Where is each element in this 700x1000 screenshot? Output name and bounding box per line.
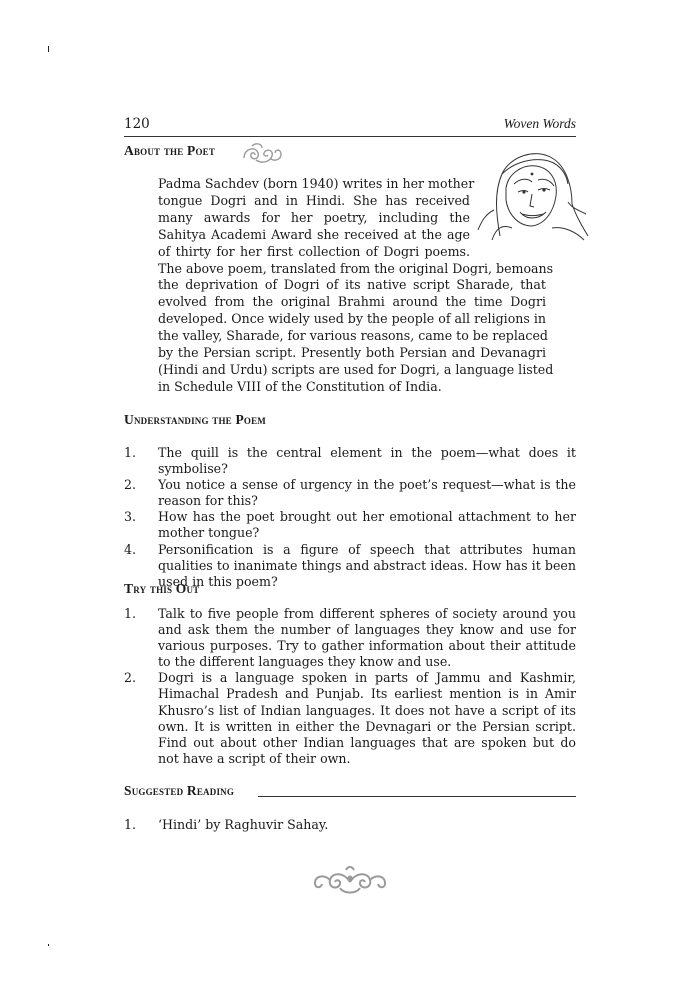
list-item — [124, 670, 576, 767]
bio-line: by the Persian script. Presently both Persian and Devanagri — [158, 345, 546, 361]
list-item — [124, 509, 576, 541]
bio-line: Sahitya Academi Award she received at the age — [158, 226, 470, 242]
item-text: You notice a sense of urgency in the poet’s request—what is the reason for this? — [158, 477, 576, 509]
item-text: How has the poet brought out her emotional attachment to her mother tongue? — [158, 509, 576, 541]
understanding-list — [124, 445, 576, 590]
about-poet-text — [158, 176, 554, 396]
item-number: 3. — [124, 509, 137, 525]
list-item — [124, 817, 576, 833]
bio-line: developed. Once widely used by the people of all religions in — [158, 311, 546, 327]
list-item — [124, 445, 576, 477]
heading-rule — [258, 796, 576, 797]
page-header — [124, 116, 576, 137]
about-poet-heading: About the Poet — [124, 143, 216, 158]
understanding-heading: Understanding the Poem — [124, 412, 266, 427]
bio-line: (Hindi and Urdu) scripts are used for Dogri, a language listed — [158, 361, 554, 377]
item-number: 2. — [124, 670, 137, 686]
item-number: 4. — [124, 541, 137, 557]
bio-line: in Schedule VIII of the Constitution of India. — [158, 378, 442, 394]
item-number: 1. — [124, 817, 137, 832]
item-number: 1. — [124, 606, 137, 621]
item-text: The quill is the central element in the poem—what does it symbolise? — [158, 445, 576, 477]
bio-line: Padma Sachdev (born 1940) writes in her mother — [158, 176, 475, 191]
bio-line: The above poem, translated from the original Dogri, bemoans — [158, 260, 554, 276]
item-number: 2. — [124, 477, 137, 493]
bio-line: tongue Dogri and in Hindi. She has received — [158, 192, 470, 208]
list-item — [124, 606, 576, 670]
bio-line: the deprivation of Dogri of its native script Sharade, that — [158, 277, 546, 293]
bio-line: the valley, Sharade, for various reasons, came to be replaced — [158, 328, 548, 344]
suggested-reading-heading: Suggested Reading — [124, 783, 235, 798]
item-text: Personification is a figure of speech that attributes human qualities to inanimate things and abstract ideas. How has it been used in this poem? — [158, 541, 576, 589]
page-number: 120 — [124, 116, 150, 132]
list-item — [124, 477, 576, 509]
footer-ornament-icon — [310, 862, 390, 900]
suggested-reading-list — [124, 817, 576, 833]
item-text: Dogri is a language spoken in parts of Jammu and Kashmir, Himachal Pradesh and Punjab. Its earliest mention is in Amir Khusro’s list of Indian languages. It does not have a script of its own. It is written in either the Devnagari or the Persian script. Find out about other Indian languages that are spoken but do not have a script of their own. — [158, 670, 576, 766]
running-title: Woven Words — [503, 116, 576, 131]
item-text: ‘Hindi’ by Raghuvir Sahay. — [158, 817, 329, 832]
margin-tick-bottom — [48, 944, 49, 946]
bio-line: of thirty for her first collection of Dogri poems. — [158, 243, 470, 259]
try-this-list — [124, 606, 576, 767]
margin-tick-top — [48, 46, 49, 52]
bio-line: many awards for her poetry, including the — [158, 209, 470, 225]
bio-line: evolved from the original Brahmi around the time Dogri — [158, 294, 546, 310]
item-text: Talk to five people from different spheres of society around you and ask them the number of languages they know and use for various purposes. Try to gather information about their attitude to the different languages they know and use. — [158, 606, 576, 670]
swirl-ornament-icon — [240, 140, 284, 166]
try-this-heading: Try this Out — [124, 581, 200, 596]
item-number: 1. — [124, 445, 137, 460]
